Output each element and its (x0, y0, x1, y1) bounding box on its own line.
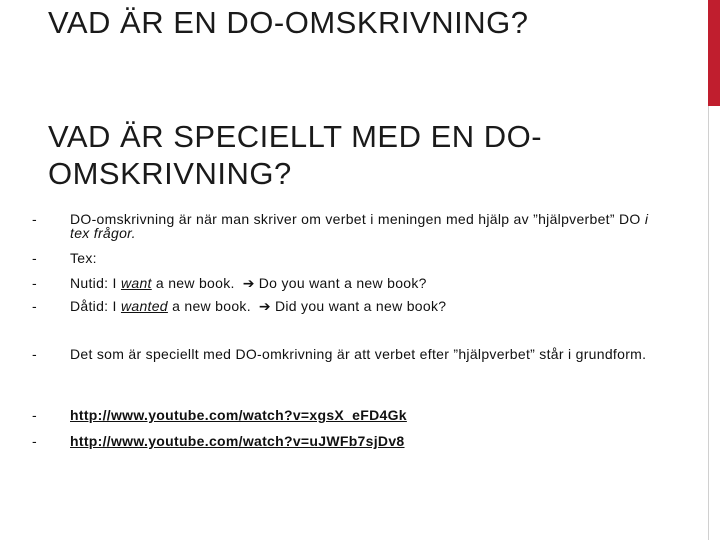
youtube-link-2[interactable]: http://www.youtube.com/watch?v=uJWFb7sjDv8 (70, 433, 405, 449)
bullet-text (70, 276, 650, 291)
bullet-dash: - (32, 211, 37, 227)
bullet-text (70, 299, 650, 314)
past-suffix: a new book. (167, 298, 251, 314)
accent-bar (708, 0, 720, 106)
slide-subtitle: VAD ÄR SPECIELLT MED EN DO-OMSKRIVNING? (48, 119, 543, 191)
bullet-dash: - (32, 407, 37, 423)
arrow-right-icon: ➔ (242, 276, 255, 292)
past-question: Did you want a new book? (274, 298, 447, 314)
bullet-text: Det som är speciellt med DO-omkrivning är att verbet efter ”hjälpverbet” står i grundform. (70, 346, 647, 362)
arrow-right-icon: ➔ (258, 299, 271, 315)
slide-title: VAD ÄR EN DO-OMSKRIVNING? (48, 5, 529, 40)
present-verb: want (120, 275, 152, 291)
bullet-text: Tex: (70, 250, 97, 266)
youtube-link-1[interactable]: http://www.youtube.com/watch?v=xgsX_eFD4Gk (70, 407, 407, 423)
bullet-dash: - (32, 275, 37, 291)
bullet-dash: - (32, 433, 37, 449)
past-verb: wanted (120, 298, 168, 314)
bullet-dash: - (32, 346, 37, 362)
present-prefix: Nutid: I (70, 275, 121, 291)
present-suffix: a new book. (151, 275, 235, 291)
side-divider (708, 106, 709, 540)
bullet-text (70, 212, 650, 240)
bullet-text-italic: i tex frågor. (70, 211, 649, 241)
bullet-dash: - (32, 298, 37, 314)
present-question: Do you want a new book? (258, 275, 427, 291)
bullet-text-main: DO-omskrivning är när man skriver om verbet i meningen med hjälp av ”hjälpverbet” DO (70, 211, 645, 227)
past-prefix: Dåtid: I (70, 298, 121, 314)
bullet-dash: - (32, 250, 37, 266)
